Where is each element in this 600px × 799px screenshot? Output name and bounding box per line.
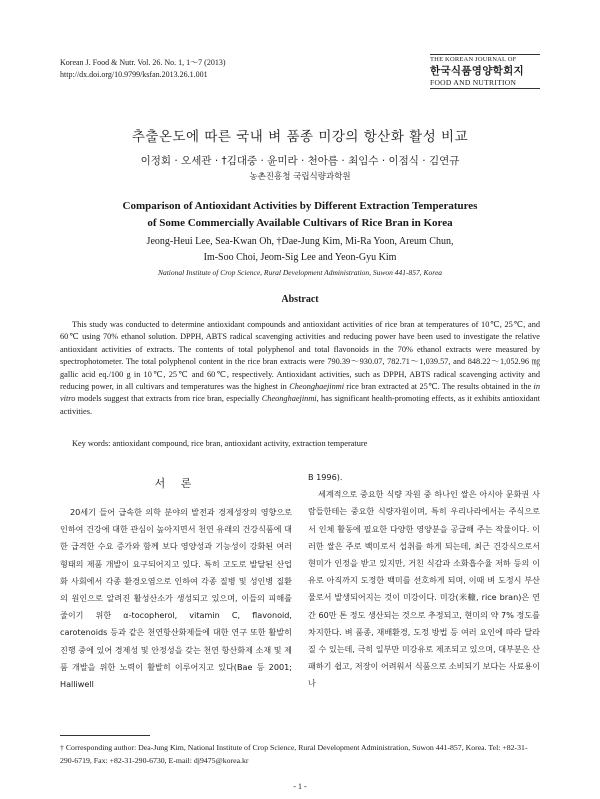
intro-continuation: B 1996). <box>308 472 343 482</box>
masthead-korean: 한국식품영양학회지 <box>430 65 524 77</box>
abstract-italic-cultivar-2: Cheonghaejinmi <box>261 394 317 404</box>
abstract-part3: models suggest that extracts from rice bran, especially <box>75 394 262 404</box>
intro-column-left <box>60 504 292 693</box>
doi-line: http://dx.doi.org/10.9799/ksfan.2013.26.1.001 <box>60 70 208 79</box>
abstract-text <box>60 319 540 418</box>
keywords: Key words: antioxidant compound, rice bran, antioxidant activity, extraction temperature <box>72 439 368 448</box>
citation-line: Korean J. Food & Nutr. Vol. 26. No. 1, 1～7 (2013) <box>60 58 226 67</box>
authors-korean: 이정회 · 오세관 · †김대중 · 윤미라 · 천아름 · 최임수 · 이점식 · 김연규 <box>140 155 460 167</box>
title-english-line2: of Some Commercially Available Cultivars of Rice Bran in Korea <box>147 217 453 229</box>
affiliation-korean: 농촌진흥청 국립식량과학원 <box>249 172 351 182</box>
affiliation-english: National Institute of Crop Science, Rural Development Administration, Suwon 441-857, Korea <box>157 268 443 277</box>
masthead-rule-bottom <box>430 88 540 89</box>
corresponding-author-footnote: † Corresponding author: Dea-Jung Kim, National Institute of Crop Science, Rural Development Administration, Suwon 441-857, Korea. Tel: +82-31-290-6719, Fax: +82-31-290-6730, E-mail: dj9475@korea.kr <box>60 743 528 765</box>
authors-english-line1: Jeong-Heui Lee, Sea-Kwan Oh, †Dae-Jung Kim, Mi-Ra Yoon, Areum Chun, <box>146 236 454 247</box>
footnote-rule <box>60 735 150 736</box>
intro-paragraph-2: 세계적으로 중요한 식량 자원 중 하나인 쌀은 아시아 문화권 사람들한테는 중요한 식량자원이며, 특히 우리나라에서는 주식으로서 인체 활동에 필요한 다양한 영양분을 공급해 주는 작물이다. 이러한 쌀은 주로 백미로서 섭취를 하게 되는데, 최근 건강식으로서 현미가 인정을 받고 있지만, 거친 식감과 소화흡수율 저하 등의 이유로 아직까지 도정한 백미를 선호하게 되며, 이때 벼 도정시 부산물로서 발생되어지는 것이 미강이다. 미강(米糠, rice bran)은 연간 60만 톤 정도 생산되는 것으로 추정되고, 현미의 약 7% 정도를 차지한다. 벼 품종, 재배환경, 도정 방법 등 여러 요인에 따라 달라질 수 있는데, 극히 일부만 미강유로 제조되고 있으며, 대부분은 산패하기 쉽고, 저장이 어려워서 식품으로 소비되기 보다는 사료용이나 <box>308 489 540 689</box>
title-english-line1: Comparison of Antioxidant Activities by Different Extraction Temperatures <box>122 200 478 212</box>
abstract-part2: rice bran extracted at 25℃. The results obtained in the <box>344 382 534 392</box>
intro-paragraph-1: 20세기 들어 급속한 의학 분야의 발전과 경제성장의 영향으로 인하여 건강에 대한 관심이 높아지면서 천연 유래의 건강식품에 대한 급격한 수요 증가와 함께 보다 영양성과 기능성이 강화된 여러 형태의 제품 개발이 요구되어지고 있다. 특히 고도로 발달된 산업화 사회에서 각종 환경오염으로 인하여 각종 질병 및 성인병 질환의 원인으로 알려진 활성산소가 생성되고 있으며, 이들의 피해를 줄이기 위한 α-tocopherol, vitamin C, flavonoid, carotenoids 등과 같은 천연항산화제들에 대한 연구 또한 활발히 진행 중에 있어 경제성 및 안정성을 갖는 천연 항산화제 소재 및 제품 개발을 위한 노력이 활발히 이루어지고 있다(Bae 등 2001; Halliwell <box>60 507 292 690</box>
journal-citation <box>60 57 225 81</box>
masthead-top: THE KOREAN JOURNAL OF <box>430 56 517 63</box>
intro-column-right <box>308 469 540 693</box>
authors-english-line2: Im-Soo Choi, Jeom-Sig Lee and Yeon-Gyu Kim <box>203 252 397 263</box>
abstract-heading: Abstract <box>281 294 319 305</box>
masthead-bottom: FOOD AND NUTRITION <box>430 78 517 87</box>
abstract-part1: This study was conducted to determine antioxidant compounds and antioxidant activities of rice bran at temperatures of 10℃, 25℃, and 60℃ using 70% ethanol solution. DPPH, ABTS radical scavenging activities and reducing power have been used to investigate the relative antioxidant activities of extracts. The contents of total polyphenol and total flavonoids in the 70% ethanol extracts were measured by spectrophotometer. The total polyphenol content in the rice bran extracts were 790.39～930.07, 782.71～1,039.57, and 848.22～1,052.96 ㎎ gallic acid eq./100 g in 10℃, 25℃ and 60℃, respectively. Antioxidant activities, such as DPPH, ABTS radical scavenging activity and reducing power, in all cultivars and temperatures was the highest in <box>60 320 540 392</box>
page-number: - 1 - <box>293 782 307 791</box>
masthead-rule-top <box>430 54 540 55</box>
authors-english <box>0 234 600 266</box>
abstract-part4: , has significant health-promoting effects, as it exhibits antioxidant activities. <box>60 394 540 416</box>
journal-masthead <box>430 54 540 89</box>
section-heading-introduction: 서 론 <box>154 477 198 490</box>
abstract-italic-cultivar: Cheonghaejinmi <box>289 382 345 392</box>
abstract-italic-invitro: in vitro <box>60 382 541 404</box>
title-english <box>0 198 600 232</box>
title-korean: 추출온도에 따른 국내 벼 품종 미강의 항산화 활성 비교 <box>131 129 469 145</box>
